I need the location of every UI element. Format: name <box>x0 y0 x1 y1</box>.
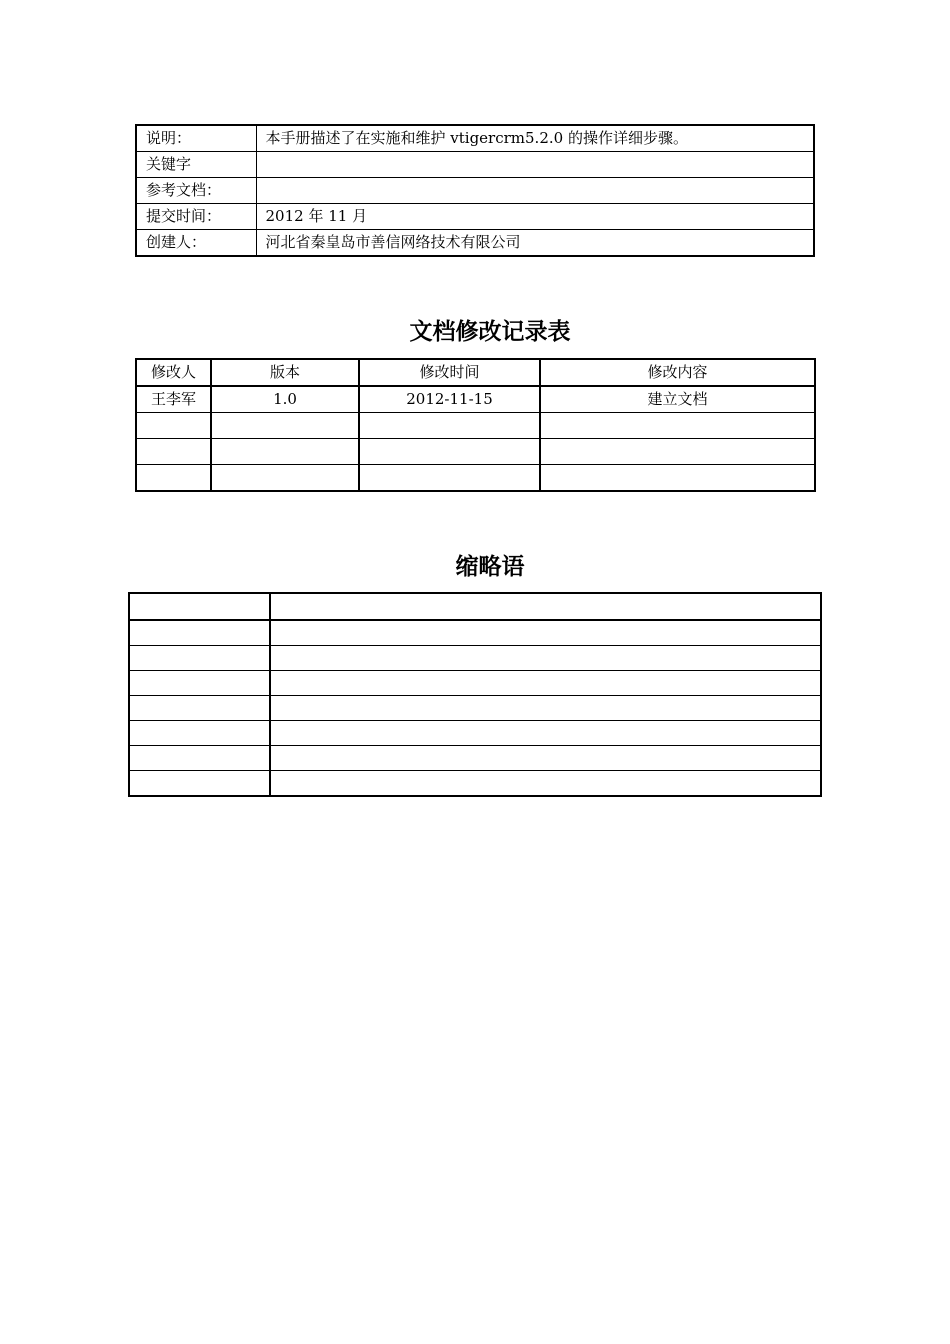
info-value: 2012 年 11 月 <box>256 204 814 230</box>
info-value <box>256 178 814 204</box>
revision-header-row <box>136 359 815 386</box>
revision-cell <box>136 465 211 492</box>
abbreviation-definition-cell <box>270 696 821 721</box>
abbreviation-row <box>129 746 821 771</box>
info-label: 关键字 <box>136 152 256 178</box>
revision-cell <box>359 439 540 465</box>
abbreviation-term-cell <box>129 671 270 696</box>
abbreviation-definition-cell <box>270 620 821 646</box>
abbreviation-term-cell <box>129 696 270 721</box>
revision-cell <box>211 413 359 439</box>
revision-cell <box>136 439 211 465</box>
info-label: 参考文档： <box>136 178 256 204</box>
abbreviation-row <box>129 721 821 746</box>
info-label: 提交时间： <box>136 204 256 230</box>
abbreviations-title: 缩略语 <box>455 554 525 580</box>
revision-row <box>136 465 815 492</box>
revision-cell <box>211 439 359 465</box>
revision-cell <box>359 413 540 439</box>
info-value: 河北省秦皇岛市善信网络技术有限公司 <box>256 230 814 257</box>
revision-row <box>136 413 815 439</box>
abbreviation-row <box>129 620 821 646</box>
abbreviation-term-cell <box>129 646 270 671</box>
abbreviation-definition-cell <box>270 646 821 671</box>
abbreviation-row <box>129 771 821 797</box>
revision-row <box>136 439 815 465</box>
abbreviation-definition-cell <box>270 771 821 797</box>
info-value <box>256 152 814 178</box>
revision-column-header: 版本 <box>211 359 359 386</box>
abbreviation-row <box>129 593 821 620</box>
abbreviation-definition-cell <box>270 593 821 620</box>
revision-cell: 王李军 <box>136 386 211 413</box>
info-row <box>136 125 814 152</box>
revision-cell <box>540 413 815 439</box>
info-row <box>136 178 814 204</box>
info-value: 本手册描述了在实施和维护 vtigercrm5.2.0 的操作详细步骤。 <box>256 125 814 152</box>
abbreviation-row <box>129 671 821 696</box>
abbreviation-term-cell <box>129 721 270 746</box>
abbreviations-table <box>128 592 822 797</box>
info-row <box>136 230 814 257</box>
revision-cell <box>359 465 540 492</box>
abbreviation-definition-cell <box>270 721 821 746</box>
revision-column-header: 修改人 <box>136 359 211 386</box>
abbreviation-term-cell <box>129 593 270 620</box>
revision-cell <box>540 465 815 492</box>
abbreviation-row <box>129 646 821 671</box>
revision-column-header: 修改内容 <box>540 359 815 386</box>
abbreviation-term-cell <box>129 746 270 771</box>
abbreviation-definition-cell <box>270 746 821 771</box>
revision-cell <box>540 439 815 465</box>
revision-column-header: 修改时间 <box>359 359 540 386</box>
revision-cell: 建立文档 <box>540 386 815 413</box>
revision-cell <box>211 465 359 492</box>
abbreviation-term-cell <box>129 620 270 646</box>
revision-table-title: 文档修改记录表 <box>409 319 571 345</box>
abbreviation-definition-cell <box>270 671 821 696</box>
info-row <box>136 204 814 230</box>
info-row <box>136 152 814 178</box>
revision-cell: 1.0 <box>211 386 359 413</box>
info-label: 创建人： <box>136 230 256 257</box>
revision-cell: 2012-11-15 <box>359 386 540 413</box>
revision-record-table <box>135 358 816 492</box>
info-label: 说明： <box>136 125 256 152</box>
abbreviation-row <box>129 696 821 721</box>
document-info-table <box>135 124 815 257</box>
revision-row <box>136 386 815 413</box>
revision-cell <box>136 413 211 439</box>
abbreviation-term-cell <box>129 771 270 797</box>
